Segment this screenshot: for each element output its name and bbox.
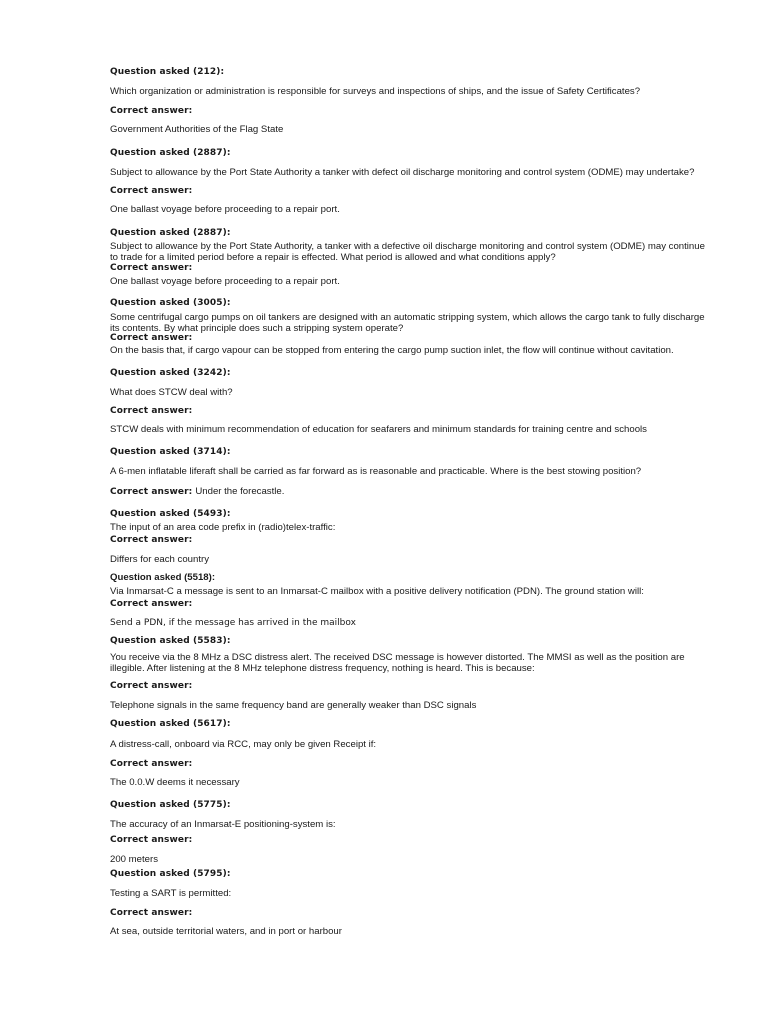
question-label: Question asked (5583): (110, 636, 231, 646)
answer-label: Correct answer: (110, 908, 193, 918)
question-label: Question asked (5518): (110, 572, 216, 583)
question-text: What does STCW deal with? (110, 387, 233, 398)
question-label: Question asked (2887): (110, 148, 231, 158)
answer-label: Correct answer: (110, 186, 193, 196)
question-label: Question asked (3714): (110, 447, 231, 457)
question-text: Testing a SART is permitted: (110, 888, 232, 899)
answer-text: Send a PDN, if the message has arrived in the mailbox (110, 618, 356, 628)
question-label: Question asked (5795): (110, 869, 231, 879)
question-text: Some centrifugal cargo pumps on oil tankers are designed with an automatic stripping system, which allows the cargo tank to fully discharge its contents. By what principle does such a stripping system operate? (110, 312, 705, 334)
answer-text: Telephone signals in the same frequency band are generally weaker than DSC signals (110, 700, 477, 711)
answer-label: Correct answer: (110, 263, 193, 273)
question-label: Question asked (3005): (110, 298, 231, 308)
answer-label: Correct answer: (110, 681, 193, 691)
question-text: A distress-call, onboard via RCC, may only be given Receipt if: (110, 739, 377, 750)
answer-text: STCW deals with minimum recommendation of education for seafarers and minimum standards for training centre and schools (110, 424, 647, 435)
answer-text: Under the forecastle. (195, 486, 285, 497)
answer-label: Correct answer: (110, 333, 193, 343)
question-label: Question asked (212): (110, 67, 225, 77)
question-text: Via Inmarsat-C a message is sent to an Inmarsat-C mailbox with a positive delivery notification (PDN). The ground station will: (110, 586, 644, 597)
question-label: Question asked (5493): (110, 509, 231, 519)
question-text: A 6-men inflatable liferaft shall be carried as far forward as is reasonable and practicable. Where is the best stowing position? (110, 466, 642, 477)
question-label: Question asked (5775): (110, 800, 231, 810)
question-label: Question asked (3242): (110, 368, 231, 378)
answer-label: Correct answer: (110, 759, 193, 769)
answer-text: Differs for each country (110, 554, 210, 565)
question-text: Subject to allowance by the Port State Authority a tanker with defect oil discharge monitoring and control system (ODME) may undertake? (110, 167, 695, 178)
answer-text: The 0.0.W deems it necessary (110, 777, 240, 788)
question-text: You receive via the 8 MHz a DSC distress alert. The received DSC message is however distorted. The MMSI as well as the position are illegible. After listening at the 8 MHz telephone distress frequency, nothing is heard. This is because: (110, 652, 685, 674)
answer-label: Correct answer: (110, 535, 193, 545)
answer-text: On the basis that, if cargo vapour can be stopped from entering the cargo pump suction inlet, the flow will continue without cavitation. (110, 345, 674, 356)
question-text: The input of an area code prefix in (radio)telex-traffic: (110, 522, 336, 533)
answer-label: Correct answer: (110, 487, 193, 497)
answer-text: 200 meters (110, 854, 158, 865)
answer-row (110, 486, 720, 498)
answer-label: Correct answer: (110, 835, 193, 845)
question-text: Subject to allowance by the Port State Authority, a tanker with a defective oil discharge monitoring and control system (ODME) may continue to trade for a limited period before a repair is effected. What period is allowed and what conditions apply? (110, 241, 705, 263)
answer-label: Correct answer: (110, 106, 193, 116)
question-text: The accuracy of an Inmarsat-E positioning-system is: (110, 819, 336, 830)
question-label: Question asked (2887): (110, 228, 231, 238)
answer-text: At sea, outside territorial waters, and in port or harbour (110, 926, 342, 937)
answer-text: Government Authorities of the Flag State (110, 124, 284, 135)
answer-label: Correct answer: (110, 599, 193, 609)
question-text: Which organization or administration is responsible for surveys and inspections of ships, and the issue of Safety Certificates? (110, 86, 641, 97)
question-label: Question asked (5617): (110, 719, 231, 729)
answer-label: Correct answer: (110, 406, 193, 416)
answer-text: One ballast voyage before proceeding to a repair port. (110, 276, 340, 287)
answer-text: One ballast voyage before proceeding to a repair port. (110, 204, 340, 215)
